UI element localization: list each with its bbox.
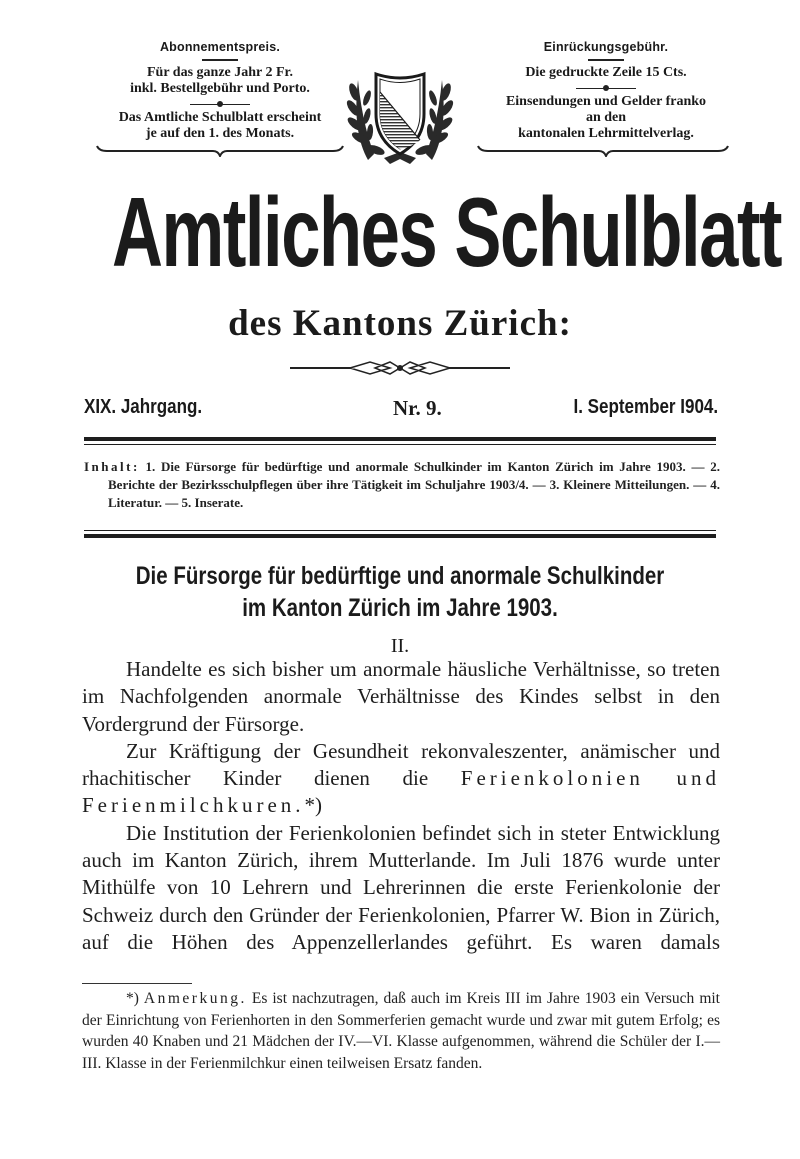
rate-line: Die gedruckte Zeile 15 Cts. [525, 65, 687, 80]
price-line: inkl. Bestellgebühr und Porto. [130, 81, 310, 96]
dot-divider-icon [190, 99, 250, 109]
spaced-term: und Ferienmilchkuren. [82, 766, 720, 818]
publication-title: Amtliches Schulblatt [112, 177, 782, 287]
advertising-heading: Einrückungsgebühr. [543, 40, 669, 54]
article-heading-line: im Kanton Zürich im Jahre 1903. [242, 594, 558, 622]
contents-text: 1. Die Fürsorge für bedürftige und anormale Schulkinder im Kanton Zürich im Jahre 1903. — 2. Berichte der Bezirksschulpflegen über ihre Tätigkeit im Schuljahre 1903/4. — 3. Kleinere Mitteilungen. — 4. Literatur. — 5. Inserate. [108, 459, 720, 510]
brace-icon [95, 145, 345, 157]
section-number: II. [390, 635, 410, 657]
double-rule-divider [84, 437, 716, 445]
brace-icon [470, 145, 742, 157]
submission-note: Einsendungen und Gelder franko [505, 94, 707, 109]
double-rule-divider [84, 530, 716, 538]
footnote-label: Anmerkung. [143, 990, 247, 1007]
subscription-heading: Abonnementspreis. [159, 40, 281, 54]
volume: XIX. Jahrgang. [84, 396, 203, 418]
table-of-contents [84, 458, 720, 512]
price-line: Für das ganze Jahr 2 Fr. [147, 65, 293, 80]
footnote-marker: *) [304, 793, 323, 818]
issue-date: I. September I904. [573, 396, 718, 418]
publication-note: Das Amtliche Schulblatt erscheint [118, 110, 322, 125]
divider [202, 59, 238, 61]
paragraph: Handelte es sich bisher um anormale häusliche Verhältnisse, so treten im Nachfolgenden anormale Verhältnisse des Kindes selbst in den Vordergrund der Fürsorge. [82, 657, 720, 736]
issue-line [84, 396, 718, 426]
subscription-info [95, 38, 345, 157]
footnote: *) Anmerkung. Es ist nachzutragen, daß auch im Kreis III im Jahre 1903 ein Versuch mit der Einrichtung von Ferienhorten in den Sommerferien gemacht wurde und zwar mit gutem Erfolg; es wurden 40 Knaben und 21 Mädchen der IV.—VI. Klasse aufgenommen, während die Schüler der I.—III. Klasse in der Ferienmilchkur einen teilweisen Ersatz fanden. [82, 990, 720, 1072]
dot-divider-icon [576, 83, 636, 93]
submission-note: an den [585, 110, 627, 125]
publication-subtitle: des Kantons Zürich: [228, 303, 572, 344]
paragraph: Zur Kräftigung der Gesundheit rekonvaleszenter, anämischer und rhachitischer Kinder dienen die Ferienkolonien und Ferienmilchkuren.*) [82, 738, 720, 818]
spaced-term: Ferienkolonien [460, 766, 644, 791]
footnote-text: Es ist nachzutragen, daß auch im Kreis III im Jahre 1903 ein Versuch mit der Einrichtung von Ferienhorten in den Sommerferien gemacht wurde und zwar mit gutem Erfolg; es wurden 40 Knaben und 21 Mädchen der IV.—VI. Klasse aufgenommen, während die Schüler der I.—III. Klasse in der Ferienmilchkur einen teilweisen Ersatz fanden. [82, 990, 720, 1072]
divider [588, 59, 624, 61]
advertising-info [470, 38, 742, 157]
ornament-divider-icon [290, 358, 510, 378]
article-heading [0, 560, 800, 624]
submission-note: kantonalen Lehrmittelverlag. [518, 126, 694, 141]
coat-of-arms-icon [340, 62, 460, 172]
paragraph: Die Institution der Ferienkolonien befindet sich in steter Entwicklung auch im Kanton Zürich, ihrem Mutterlande. Im Juli 1876 wurde unter Mithülfe von 10 Lehrern und Lehrerinnen die erste Ferienkolonie der Schweiz durch den Gründer der Ferienkolonien, Pfarrer W. Bion in Zürich, auf die Höhen des Appenzellerlandes geführt. Es waren damals [82, 820, 720, 954]
article-body [82, 656, 720, 956]
contents-label: Inhalt: [84, 459, 140, 474]
publication-note: je auf den 1. des Monats. [145, 126, 295, 141]
issue-number: Nr. 9. [393, 396, 442, 420]
footnote-divider [82, 983, 192, 984]
article-heading-line: Die Fürsorge für bedürftige und anormale Schulkinder [135, 562, 665, 590]
